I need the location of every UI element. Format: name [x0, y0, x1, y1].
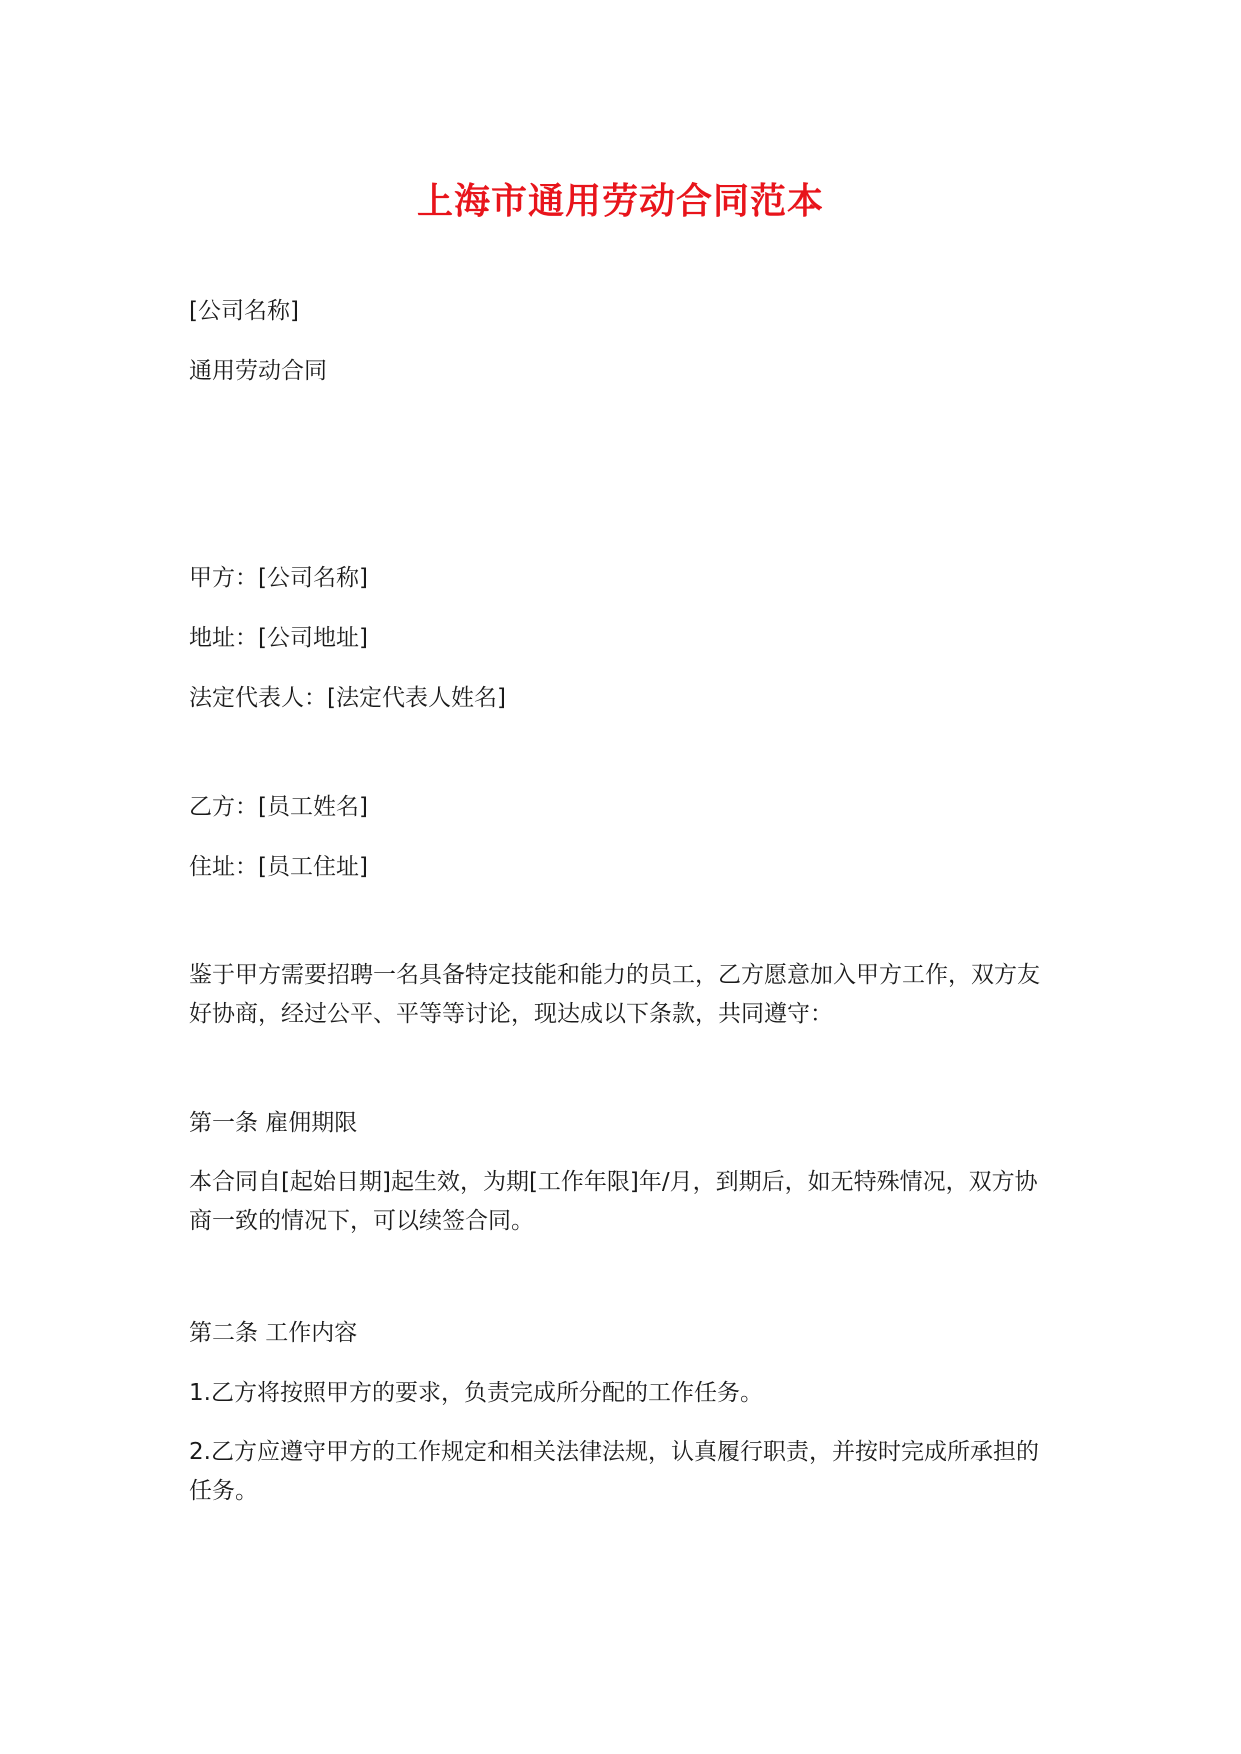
contract-name: 通用劳动合同	[189, 358, 327, 384]
article2-item-2: 2.乙方应遵守甲方的工作规定和相关法律法规，认真履行职责，并按时完成所承担的任务。	[189, 1439, 1039, 1504]
article2-item-1: 1.乙方将按照甲方的要求，负责完成所分配的工作任务。	[189, 1380, 763, 1406]
legal-representative-line: 法定代表人：[法定代表人姓名]	[189, 685, 506, 711]
article1-paragraph: 本合同自[起始日期]起生效，为期[工作年限]年/月，到期后，如无特殊情况，双方协商一致的情况下，可以续签合同。	[189, 1169, 1038, 1234]
residence-line: 住址：[员工住址]	[189, 854, 368, 880]
party-a-line: 甲方：[公司名称]	[189, 565, 368, 591]
company-name-placeholder: [公司名称]	[189, 298, 299, 324]
party-b-line: 乙方：[员工姓名]	[189, 794, 368, 820]
article1-heading: 第一条 雇佣期限	[189, 1110, 358, 1136]
preamble-paragraph: 鉴于甲方需要招聘一名具备特定技能和能力的员工，乙方愿意加入甲方工作，双方友好协商，经过公平、平等等讨论，现达成以下条款，共同遵守：	[189, 962, 1040, 1027]
address-line: 地址：[公司地址]	[189, 625, 368, 651]
document-title: 上海市通用劳动合同范本	[416, 181, 824, 222]
article2-heading: 第二条 工作内容	[189, 1320, 358, 1346]
